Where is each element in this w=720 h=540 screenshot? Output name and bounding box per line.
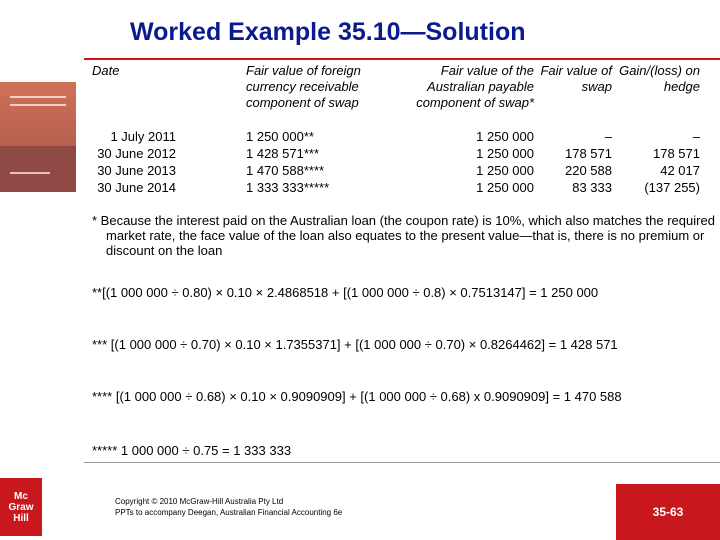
cell-fv-receivable: 1 470 588****: [246, 163, 325, 178]
footer-divider: [84, 462, 720, 463]
book-cover-image: [0, 82, 76, 192]
header-fv-swap: Fair value of swap: [540, 63, 612, 94]
slide-title: Worked Example 35.10—Solution: [130, 18, 526, 46]
cell-date: 30 June 2013: [97, 163, 176, 178]
copyright-notice: [115, 496, 515, 518]
page-number: 35-63: [616, 484, 720, 540]
cell-fv-payable: 1 250 000: [476, 129, 534, 144]
footnote-double-star: **[(1 000 000 ÷ 0.80) × 0.10 × 2.4868518 + [(1 000 000 ÷ 0.8) × 0.7513147] = 1 250 000: [92, 285, 599, 300]
header-fv-payable: Fair value of the Australian payable component of swap*: [416, 63, 534, 110]
header-fv-receivable: Fair value of foreign currency receivable component of swap: [246, 63, 361, 110]
cell-fv-payable: 1 250 000: [476, 180, 534, 195]
cell-gain-loss: (137 255): [644, 180, 700, 195]
cell-fv-receivable: 1 333 333*****: [246, 180, 330, 195]
header-date: Date: [92, 63, 120, 78]
cover-decoration: [10, 172, 50, 174]
cell-fv-payable: 1 250 000: [476, 146, 534, 161]
cell-fv-swap: –: [604, 129, 612, 144]
footnote-five-star: ***** 1 000 000 ÷ 0.75 = 1 333 333: [92, 443, 292, 458]
mcgraw-hill-logo: [0, 478, 42, 536]
cell-fv-payable: 1 250 000: [476, 163, 534, 178]
logo-line: Mc: [14, 490, 28, 502]
cell-fv-receivable: 1 428 571***: [246, 146, 320, 161]
title-divider: [84, 58, 720, 60]
logo-line: Graw: [8, 501, 34, 513]
cell-fv-swap: 220 588: [565, 163, 612, 178]
logo-line: Hill: [13, 512, 29, 524]
cover-lower-band: [0, 146, 76, 192]
footnote-quad-star: **** [(1 000 000 ÷ 0.68) × 0.10 × 0.9090909] + [(1 000 000 ÷ 0.68) x 0.9090909] = 1 470 588: [92, 389, 622, 404]
cell-fv-swap: 83 333: [572, 180, 612, 195]
copyright-line: Copyright © 2010 McGraw-Hill Australia Pty Ltd: [115, 497, 284, 506]
cell-gain-loss: –: [692, 129, 700, 144]
cell-gain-loss: 42 017: [660, 163, 700, 178]
copyright-line: PPTs to accompany Deegan, Australian Financial Accounting 6e: [115, 508, 343, 517]
cell-date: 30 June 2012: [97, 146, 176, 161]
footnote-triple-star: *** [(1 000 000 ÷ 0.70) × 0.10 × 1.7355371] + [(1 000 000 ÷ 0.70) × 0.8264462] = 1 428 571: [92, 337, 618, 352]
cover-decoration: [10, 96, 66, 98]
header-gain-loss: Gain/(loss) on hedge: [619, 63, 700, 94]
cell-date: 1 July 2011: [110, 129, 176, 144]
cell-gain-loss: 178 571: [653, 146, 700, 161]
cover-decoration: [10, 104, 66, 106]
footnote-single-star: * Because the interest paid on the Australian loan (the coupon rate) is 10%, which also matches the required market rate, the face value of the loan also equates to the present value—that is, there is no premium or discount on the loan: [92, 213, 715, 258]
cell-date: 30 June 2014: [97, 180, 176, 195]
cell-fv-receivable: 1 250 000**: [246, 129, 314, 144]
cell-fv-swap: 178 571: [565, 146, 612, 161]
